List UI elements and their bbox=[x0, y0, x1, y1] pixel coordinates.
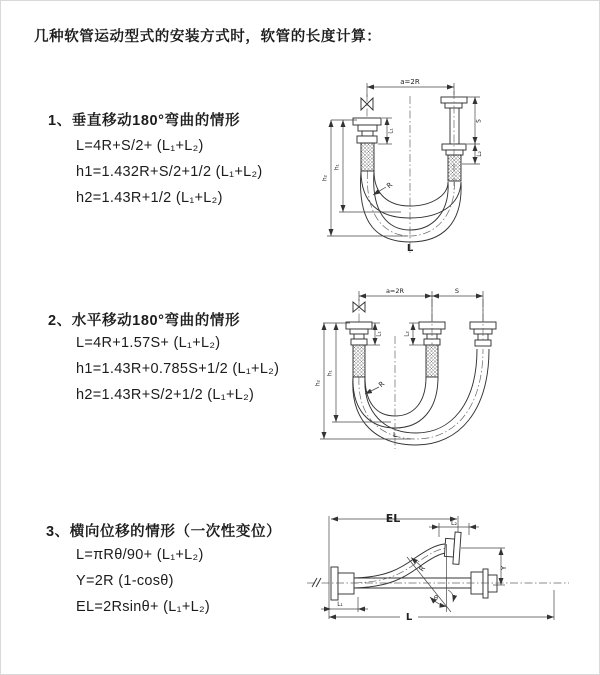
section3-formula-l: L=πRθ/90+ (L₁+L₂) bbox=[76, 547, 204, 563]
dim-label-el: EL bbox=[385, 512, 401, 525]
radius-label: R bbox=[385, 180, 395, 191]
angle-label-theta: θ bbox=[434, 594, 438, 602]
radius-label: R bbox=[377, 379, 387, 390]
section1-formula-l: L=4R+S/2+ (L₁+L₂) bbox=[76, 138, 204, 154]
section3-formula-el: EL=2Rsinθ+ (L₁+L₂) bbox=[76, 599, 211, 615]
length-label: L bbox=[393, 431, 397, 439]
dim-label-h2: h₂ bbox=[322, 175, 329, 181]
page-title: 几种软管运动型式的安装方式时，软管的长度计算： bbox=[34, 29, 382, 45]
braid-section bbox=[448, 155, 461, 181]
dim-label-l1: L₁ bbox=[388, 128, 395, 134]
dim-label-a2r: a=2R bbox=[400, 78, 420, 86]
section1-formula-h2: h2=1.43R+1/2 (L₁+L₂) bbox=[76, 190, 223, 206]
section2-formula-h2: h2=1.43R+S/2+1/2 (L₁+L₂) bbox=[76, 387, 255, 403]
section3-formula-y: Y=2R (1-cosθ) bbox=[76, 573, 174, 589]
dimension-lines bbox=[320, 291, 483, 439]
diagram-horizontal-180-bend bbox=[306, 281, 600, 453]
diagram-vertical-180-bend bbox=[301, 71, 600, 261]
dim-label-a2r: a=2R bbox=[385, 287, 405, 295]
right-lower-flange bbox=[471, 569, 497, 598]
dimension-lines bbox=[321, 516, 554, 622]
section3-heading: 3、横向位移的情形（一次性变位） bbox=[46, 524, 282, 540]
section1-heading: 1、垂直移动180°弯曲的情形 bbox=[48, 113, 241, 129]
diagram-lateral-displacement bbox=[301, 506, 600, 634]
hose-u-curves bbox=[361, 171, 462, 242]
dim-label-l1: L₁ bbox=[337, 602, 343, 608]
section2-formula-h1: h1=1.43R+0.785S+1/2 (L₁+L₂) bbox=[76, 361, 280, 377]
section2-heading: 2、水平移动180°弯曲的情形 bbox=[48, 313, 241, 329]
length-label: L bbox=[406, 243, 414, 254]
dim-label-l2: L₂ bbox=[477, 151, 483, 157]
braid-section bbox=[426, 345, 438, 377]
braid-section bbox=[361, 143, 374, 171]
section1-formula-h1: h1=1.432R+S/2+1/2 (L₁+L₂) bbox=[76, 164, 263, 180]
braid-section bbox=[353, 345, 365, 377]
s-curve-hose bbox=[354, 544, 446, 588]
left-pipe-fitting bbox=[346, 322, 372, 377]
left-flange bbox=[331, 567, 354, 600]
dim-label-l1: L₁ bbox=[376, 331, 383, 337]
dim-label-l2: L₂ bbox=[451, 520, 457, 527]
dim-label-h1: h₁ bbox=[327, 370, 334, 376]
left-pipe-fitting bbox=[353, 118, 381, 171]
dim-label-l2: L₂ bbox=[404, 331, 411, 337]
dim-label-h1: h₁ bbox=[334, 164, 341, 170]
dim-label-h2: h₂ bbox=[315, 380, 322, 386]
radius-label: R bbox=[417, 564, 428, 574]
dim-label-s: S bbox=[454, 287, 460, 295]
section2-formula-l: L=4R+1.57S+ (L₁+L₂) bbox=[76, 335, 221, 351]
dim-label-s: S bbox=[476, 119, 483, 123]
dim-label-y: Y bbox=[500, 565, 508, 571]
length-label: L bbox=[405, 612, 413, 623]
hose-u-curves bbox=[353, 349, 489, 445]
